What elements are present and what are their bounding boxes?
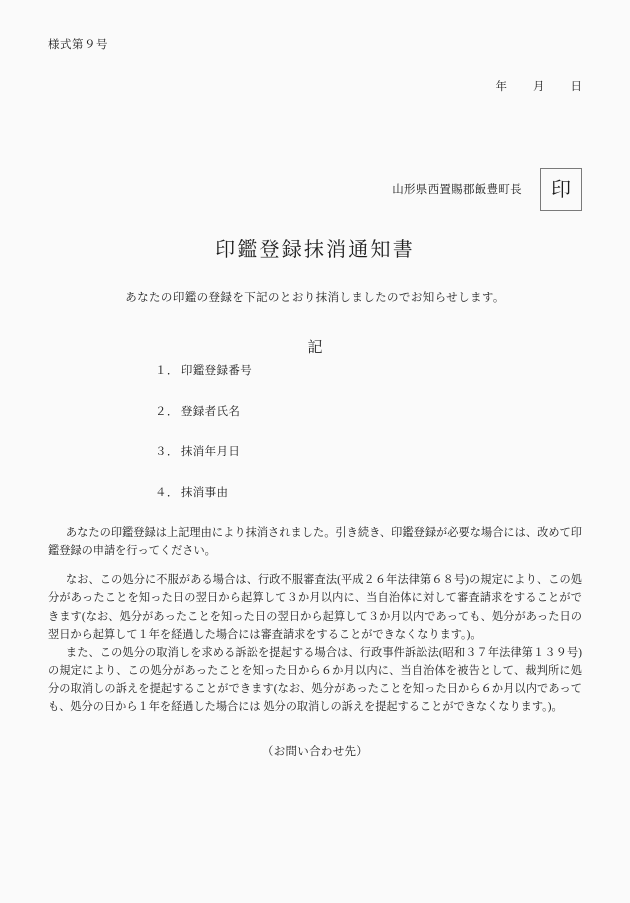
list-item — [155, 362, 252, 378]
list-item-label: 印鑑登録番号 — [180, 365, 253, 377]
list-item — [155, 484, 252, 500]
date-month-label: 月 — [533, 81, 545, 93]
item-list — [155, 362, 252, 524]
page-title: 印鑑登録抹消通知書 — [215, 239, 415, 261]
body-text — [48, 524, 582, 727]
body-paragraph-3: また、この処分の取消しを求める訴訟を提起する場合は、行政事件訴訟法(昭和３７年法律第１３９号)の規定により、この処分があったことを知った日から６か月以内に、当自治体を被告として、裁判所に処分の取消しの訴えを提起することができます(なお、処分があったことを知った日から６か月以内であっても、処分の日から１年を経過した場合には 処分の取消しの訴えを提起することができなくなります。)。 — [48, 646, 582, 714]
date-line — [496, 78, 583, 94]
seal-icon: 印 — [551, 178, 571, 201]
list-item-number: ４． — [155, 486, 179, 499]
form-number: 様式第９号 — [48, 39, 108, 51]
list-item-label: 抹消年月日 — [180, 446, 241, 458]
date-year-label: 年 — [495, 81, 507, 93]
list-item — [155, 403, 252, 419]
body-paragraph-2: なお、この処分に不服がある場合は、行政不服審査法(平成２６年法律第６８号)の規定により、この処分があったことを知った日の翌日から起算して３か月以内に、当自治体に対して審査請求をすることができます(なお、処分があったことを知った日の翌日から起算して３か月以内であっても、処分があった日の翌日から起算して１年を経過した場合には審査請求をすることができなくなります。)。 — [48, 574, 582, 641]
list-item-number: ３． — [155, 446, 179, 458]
issuer-name: 山形県西置賜郡飯豊町長 — [392, 183, 522, 196]
record-marker: 記 — [307, 340, 323, 356]
seal-stamp-box — [540, 168, 582, 211]
list-item — [155, 443, 252, 459]
issuer-row — [392, 168, 582, 211]
contact-heading: （お問い合わせ先） — [261, 746, 369, 758]
list-item-number: １． — [155, 365, 179, 377]
date-day-label: 日 — [570, 81, 582, 93]
body-paragraph-1: あなたの印鑑登録は上記理由により抹消されました。引き続き、印鑑登録が必要な場合には、改めて印鑑登録の申請を行ってください。 — [48, 527, 582, 558]
list-item-number: ２． — [155, 405, 179, 418]
lead-sentence: あなたの印鑑の登録を下記のとおり抹消しましたのでお知らせします。 — [125, 292, 505, 304]
list-item-label: 登録者氏名 — [180, 405, 241, 418]
list-item-label: 抹消事由 — [180, 486, 229, 499]
